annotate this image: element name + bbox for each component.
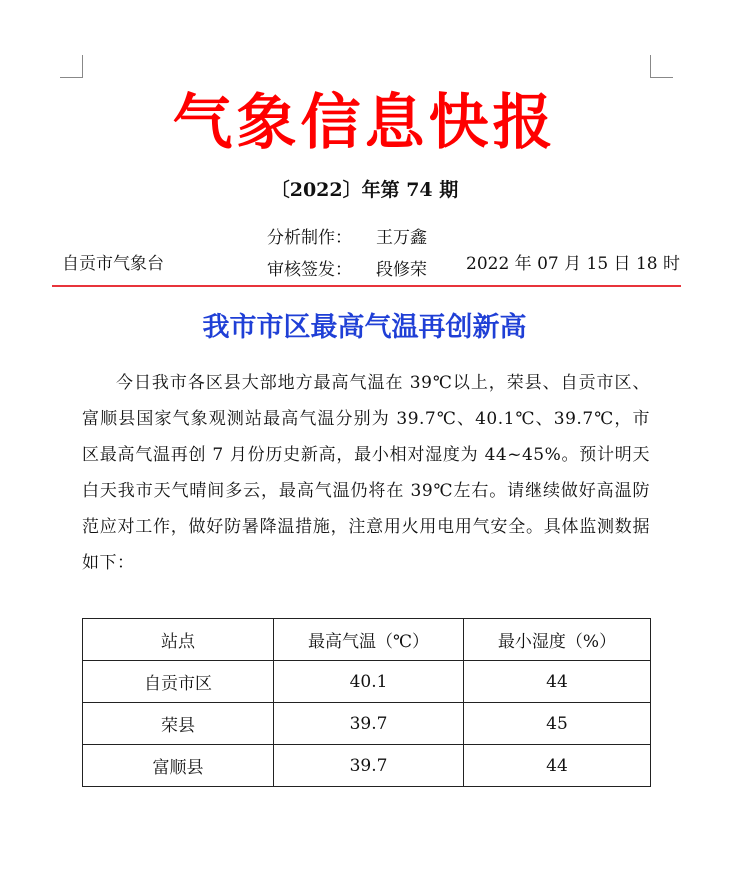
cell-max-temp: 39.7 — [274, 703, 464, 745]
cell-max-temp: 40.1 — [274, 661, 464, 703]
header-min-humidity: 最小湿度（%） — [464, 619, 651, 661]
cell-station: 富顺县 — [83, 745, 274, 787]
reviewer-name: 段修荣 — [376, 260, 427, 280]
cell-min-humidity: 45 — [464, 703, 651, 745]
headline: 我市市区最高气温再创新高 — [202, 312, 527, 343]
issue-number: 〔2022〕年第 74 期 — [270, 179, 459, 201]
reviewer-label: 审核签发： — [267, 260, 352, 280]
issue-datetime: 2022 年 07 月 15 日 18 时 — [466, 254, 680, 274]
cell-min-humidity: 44 — [464, 745, 651, 787]
header-max-temp: 最高气温（℃） — [274, 619, 464, 661]
body-paragraph: 今日我市各区县大部地方最高气温在 39℃以上，荣县、自贡市区、富顺县国家气象观测站最高气温分别为 39.7℃、40.1℃、39.7℃，市区最高气温再创 7 月份历史新高，最小相对湿度为 44~45%。预计明天白天我市天气晴间多云，最高气温仍将在 39℃左右。请继续做好高温防范应对工作，做好防暑降温措施，注意用火用电用气安全。具体监测数据如下： — [82, 373, 650, 573]
table-header-row — [83, 619, 651, 661]
table-row — [83, 745, 651, 787]
crop-mark-top-left — [60, 55, 83, 78]
analyst-name: 王万鑫 — [376, 228, 427, 248]
cell-max-temp: 39.7 — [274, 745, 464, 787]
table-row — [83, 661, 651, 703]
cell-station: 荣县 — [83, 703, 274, 745]
analyst-label: 分析制作： — [267, 228, 352, 248]
masthead-title: 气象信息快报 — [172, 88, 557, 158]
crop-mark-top-right — [650, 55, 673, 78]
monitoring-table — [82, 618, 651, 787]
organization: 自贡市气象台 — [62, 254, 164, 274]
cell-min-humidity: 44 — [464, 661, 651, 703]
table-row — [83, 703, 651, 745]
cell-station: 自贡市区 — [83, 661, 274, 703]
header-station: 站点 — [83, 619, 274, 661]
red-divider — [52, 285, 681, 287]
